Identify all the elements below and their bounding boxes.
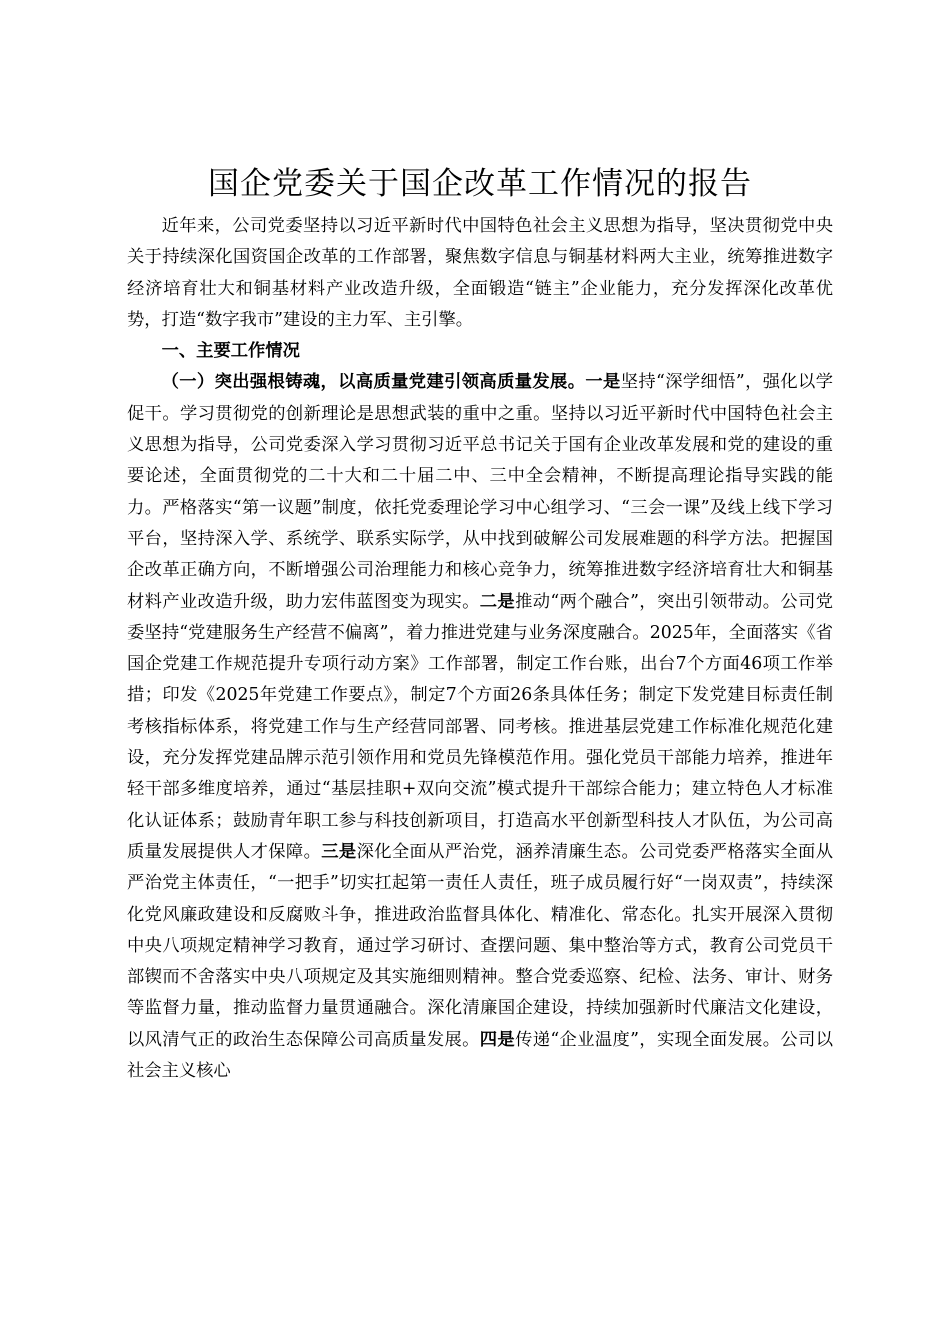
section-heading-main-work: 一、主要工作情况	[161, 341, 300, 362]
subsection-paragraph	[127, 367, 833, 1087]
point-label-3: 三是	[321, 841, 357, 862]
point-label-1: 一是	[585, 372, 621, 393]
point-label-2: 二是	[479, 591, 516, 612]
intro-paragraph: 近年来，公司党委坚持以习近平新时代中国特色社会主义思想为指导，坚决贯彻党中央关于持续深化国资国企改革的工作部署，聚焦数字信息与铜基材料两大主业，统筹推进数字经济培育壮大和铜基材料产业改造升级，全面锻造“链主”企业能力，充分发挥深化改革优势，打造“数字我市”建设的主力军、主引擎。	[127, 216, 833, 330]
point-text-1: 坚持“深学细悟”，强化以学促干。学习贯彻党的创新理论是思想武装的重中之重。坚持以习近平新时代中国特色社会主义思想为指导，公司党委深入学习贯彻习近平总书记关于国有企业改革发展和党的建设的重要论述，全面贯彻党的二十大和二十届二中、三中全会精神，不断提高理论指导实践的能力。严格落实“第一议题”制度，依托党委理论学习中心组学习、“三会一课”及线上线下学习平台，坚持深入学、系统学、联系实际学，从中找到破解公司发展难题的科学方法。把握国企改革正确方向，不断增强公司治理能力和核心竞争力，统筹推进数字经济培育壮大和铜基材料产业改造升级，助力宏伟蓝图变为现实。	[127, 372, 833, 612]
document-title: 国企党委关于国企改革工作情况的报告	[208, 166, 752, 202]
point-text-4: 传递“企业温度”，实现全面发展。公司以社会主义核心	[127, 1029, 833, 1082]
point-text-2: 推动“两个融合”，突出引领带动。公司党委坚持“党建服务生产经营不偏离”，着力推进党建与业务深度融合。2025年，全面落实《省国企党建工作规范提升专项行动方案》工作部署，制定工作台账，出台7个方面46项工作举措；印发《2025年党建工作要点》，制定7个方面26条具体任务；制定下发党建目标责任制考核指标体系，将党建工作与生产经营同部署、同考核。推进基层党建工作标准化规范化建设，充分发挥党建品牌示范引领作用和党员先锋模范作用。强化党员干部能力培养，推进年轻干部多维度培养，通过“基层挂职+双向交流”模式提升干部综合能力；建立特色人才标准化认证体系；鼓励青年职工参与科技创新项目，打造高水平创新型科技人才队伍，为公司高质量发展提供人才保障。	[127, 591, 833, 862]
document-body	[127, 162, 833, 1087]
point-text-3: 深化全面从严治党，涵养清廉生态。公司党委严格落实全面从严治党主体责任，“一把手”切实扛起第一责任人责任，班子成员履行好“一岗双责”，持续深化党风廉政建设和反腐败斗争，推进政治监督具体化、精准化、常态化。扎实开展深入贯彻中央八项规定精神学习教育，通过学习研讨、查摆问题、集中整治等方式，教育公司党员干部锲而不舍落实中央八项规定及其实施细则精神。整合党委巡察、纪检、法务、审计、财务等监督力量，推动监督力量贯通融合。深化清廉国企建设，持续加强新时代廉洁文化建设，以风清气正的政治生态保障公司高质量发展。	[127, 841, 833, 1050]
point-label-4: 四是	[479, 1029, 516, 1050]
subsection-heading: （一）突出强根铸魂，以高质量党建引领高质量发展。	[161, 372, 586, 393]
